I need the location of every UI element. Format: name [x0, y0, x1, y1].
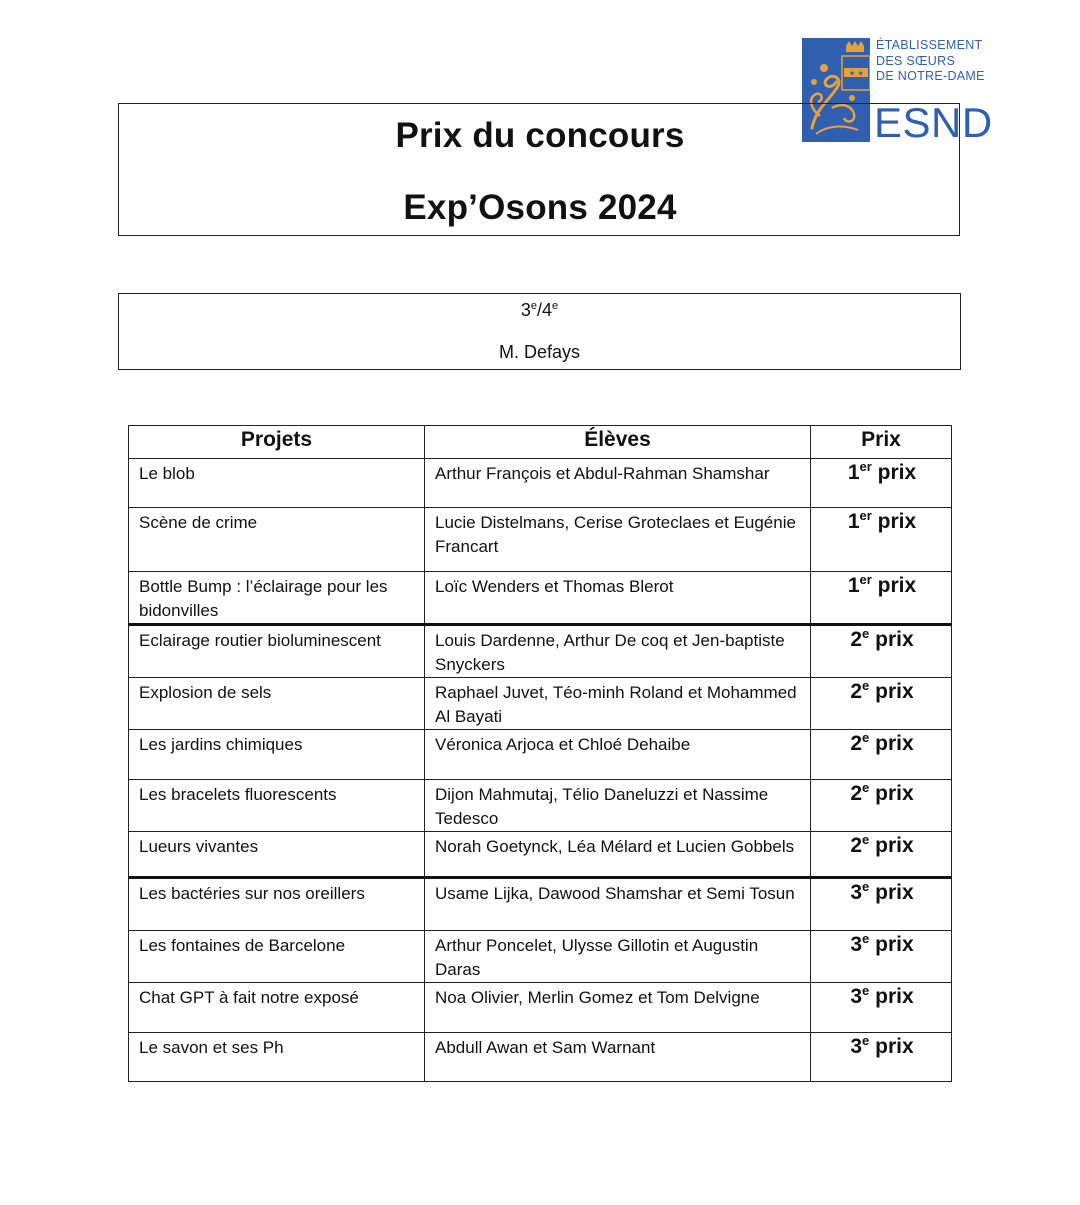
prize-rank-superscript: e — [862, 879, 870, 894]
project-cell: Bottle Bump : l’éclairage pour les bidonvilles — [129, 572, 425, 625]
table-row — [129, 730, 952, 780]
table-row — [129, 459, 952, 508]
prize-rank-superscript: e — [862, 931, 870, 946]
students-cell: Dijon Mahmutaj, Télio Daneluzzi et Nassime Tedesco — [425, 780, 811, 832]
prize-label: prix — [869, 732, 914, 755]
grade-superscript: e — [552, 300, 559, 312]
grade-superscript: e — [530, 300, 537, 312]
table-body — [129, 459, 952, 1082]
project-cell: Lueurs vivantes — [129, 832, 425, 878]
prize-cell — [811, 1033, 952, 1082]
prize-label: prix — [869, 881, 914, 904]
students-cell: Arthur Poncelet, Ulysse Gillotin et Augustin Daras — [425, 931, 811, 983]
prize-rank: 2 — [850, 628, 863, 651]
prize-cell — [811, 878, 952, 931]
table-header-row — [129, 426, 952, 459]
prize-rank: 2 — [850, 782, 863, 805]
table-row — [129, 983, 952, 1033]
prize-label: prix — [869, 834, 914, 857]
prize-rank: 3 — [850, 881, 863, 904]
title-box — [118, 103, 960, 236]
prize-label: prix — [869, 1035, 914, 1058]
prize-rank: 1 — [847, 574, 860, 597]
prize-label: prix — [871, 510, 917, 533]
logo-acronym: ESND — [874, 99, 993, 146]
table-row — [129, 625, 952, 678]
table-row — [129, 931, 952, 983]
students-cell: Louis Dardenne, Arthur De coq et Jen-baptiste Snyckers — [425, 625, 811, 678]
project-cell: Explosion de sels — [129, 678, 425, 730]
project-cell: Le blob — [129, 459, 425, 508]
prize-label: prix — [869, 985, 914, 1008]
logo-line: ÉTABLISSEMENT — [876, 38, 983, 52]
students-cell: Lucie Distelmans, Cerise Groteclaes et Eugénie Francart — [425, 508, 811, 572]
column-header-projects: Projets — [129, 426, 425, 459]
class-info-box — [118, 293, 961, 370]
column-header-prize: Prix — [811, 426, 952, 459]
students-cell: Arthur François et Abdul-Rahman Shamshar — [425, 459, 811, 508]
project-cell: Scène de crime — [129, 508, 425, 572]
prize-label: prix — [869, 782, 914, 805]
prize-cell — [811, 983, 952, 1033]
students-cell: Noa Olivier, Merlin Gomez et Tom Delvigne — [425, 983, 811, 1033]
prize-label: prix — [871, 574, 917, 597]
students-cell: Abdull Awan et Sam Warnant — [425, 1033, 811, 1082]
prize-label: prix — [869, 680, 914, 703]
logo-line: DE NOTRE-DAME — [876, 69, 985, 83]
prize-rank-superscript: er — [859, 572, 872, 587]
prize-cell — [811, 832, 952, 878]
prize-rank: 3 — [850, 933, 863, 956]
prize-rank-superscript: er — [859, 459, 872, 474]
students-cell: Loïc Wenders et Thomas Blerot — [425, 572, 811, 625]
students-cell: Véronica Arjoca et Chloé Dehaibe — [425, 730, 811, 780]
table-row — [129, 878, 952, 931]
prize-label: prix — [869, 933, 914, 956]
project-cell: Les fontaines de Barcelone — [129, 931, 425, 983]
students-cell: Raphael Juvet, Téo-minh Roland et Mohammed Al Bayati — [425, 678, 811, 730]
project-cell: Chat GPT à fait notre exposé — [129, 983, 425, 1033]
prize-cell — [811, 508, 952, 572]
prize-rank-superscript: e — [862, 730, 870, 745]
prize-rank-superscript: e — [862, 678, 870, 693]
prize-rank: 3 — [850, 1035, 863, 1058]
prize-rank-superscript: e — [862, 626, 870, 641]
project-cell: Le savon et ses Ph — [129, 1033, 425, 1082]
prize-rank: 1 — [847, 510, 860, 533]
prize-rank-superscript: e — [862, 1033, 870, 1048]
prize-rank: 2 — [850, 834, 863, 857]
prize-cell — [811, 678, 952, 730]
prize-cell — [811, 780, 952, 832]
prize-rank: 2 — [850, 680, 863, 703]
prize-cell — [811, 730, 952, 780]
prize-cell — [811, 931, 952, 983]
prize-rank-superscript: er — [859, 508, 872, 523]
prize-label: prix — [869, 628, 914, 651]
page-title: Prix du concours — [395, 116, 685, 155]
project-cell: Les jardins chimiques — [129, 730, 425, 780]
prize-rank-superscript: e — [862, 832, 870, 847]
prize-rank: 3 — [850, 985, 863, 1008]
svg-text:★ ★: ★ ★ — [849, 69, 864, 78]
prize-rank: 1 — [847, 461, 860, 484]
table-row — [129, 1033, 952, 1082]
column-header-students: Élèves — [425, 426, 811, 459]
project-cell: Les bactéries sur nos oreillers — [129, 878, 425, 931]
prize-cell — [811, 572, 952, 625]
prize-cell — [811, 625, 952, 678]
logo-school-name — [876, 38, 1006, 85]
prize-cell — [811, 459, 952, 508]
awards-table — [128, 425, 952, 1082]
table-row — [129, 508, 952, 572]
table-row — [129, 572, 952, 625]
table-row — [129, 832, 952, 878]
grade-level — [119, 300, 960, 321]
prize-rank: 2 — [850, 732, 863, 755]
students-cell: Usame Lijka, Dawood Shamshar et Semi Tosun — [425, 878, 811, 931]
table-row — [129, 780, 952, 832]
grade-number: 3 — [520, 300, 531, 320]
prize-rank-superscript: e — [862, 983, 870, 998]
logo-line: DES SŒURS — [876, 53, 956, 68]
project-cell: Les bracelets fluorescents — [129, 780, 425, 832]
table-row — [129, 678, 952, 730]
students-cell: Norah Goetynck, Léa Mélard et Lucien Gobbels — [425, 832, 811, 878]
prize-rank-superscript: e — [862, 780, 870, 795]
project-cell: Eclairage routier bioluminescent — [129, 625, 425, 678]
page-subtitle: Exp’Osons 2024 — [403, 188, 677, 227]
prize-label: prix — [871, 461, 917, 484]
grade-separator: /4 — [537, 300, 553, 320]
teacher-name: M. Defays — [498, 342, 581, 362]
